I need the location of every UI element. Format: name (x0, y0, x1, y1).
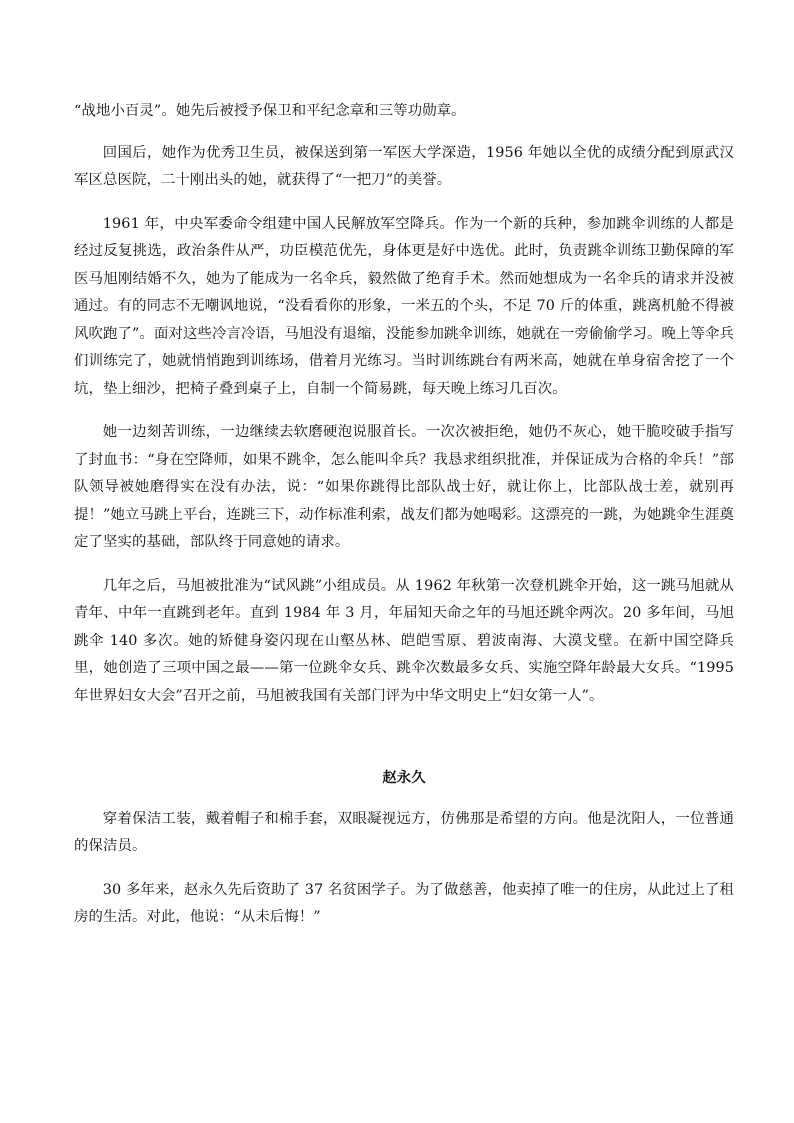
paragraph-charity: 30 多年来，赵永久先后资助了 37 名贫困学子。为了做慈善，他卖掉了唯一的住房，从此过上了租房的生活。对此，他说：“从未后悔！” (74, 881, 734, 925)
paragraph-return-home: 回国后，她作为优秀卫生员，被保送到第一军医大学深造，1956 年她以全优的成绩分配到原武汉军区总医院，二十刚出头的她，就获得了“一把刀”的美誉。 (74, 144, 734, 188)
paragraph-wind-test-jumps: 几年之后，马旭被批准为“试风跳”小组成员。从 1962 年秋第一次登机跳伞开始，这一跳马旭就从青年、中年一直跳到老年。直到 1984 年 3 月，年届知天命之年的马旭还跳伞两次。20 多年间，马旭跳伞 140 多次。她的矫健身姿闪现在山壑丛林、皑皑雪原、碧波南海、大漠戈壁。在新中国空降兵里，她创造了三项中国之最——第一位跳伞女兵、跳伞次数最多女兵、实施空降年龄最大女兵。“1995 年世界妇女大会”召开之前，马旭被我国有关部门评为中华文明史上“妇女第一人”。 (74, 577, 734, 704)
paragraph-cleaner-intro: 穿着保洁工装，戴着帽子和棉手套，双眼凝视远方，仿佛那是希望的方向。他是沈阳人，一位普通的保洁员。 (74, 810, 734, 854)
section-title: 赵永久 (382, 769, 426, 786)
paragraph-continuation: “战地小百灵”。她先后被授予保卫和平纪念章和三等功勋章。 (74, 103, 466, 119)
document-body (74, 98, 734, 948)
paragraph-blood-letter: 她一边刻苦训练，一边继续去软磨硬泡说服首长。一次次被拒绝，她仍不灰心，她干脆咬破手指写了封血书：“身在空降师，如果不跳伞，怎么能叫伞兵？我恳求组织批准，并保证成为合格的伞兵！”部队领导被她磨得实在没有办法，说：“如果你跳得比部队战士好，就让你上，比部队战士差，就别再提！”她立马跳上平台，连跳三下，动作标准利索，战友们都为她喝彩。这漂亮的一跳，为她跳伞生涯奠定了坚实的基础，部队终于同意她的请求。 (74, 424, 734, 550)
paragraph-1961-airborne: 1961 年，中央军委命令组建中国人民解放军空降兵。作为一个新的兵种，参加跳伞训练的人都是经过反复挑选，政治条件从严，功臣模范优先，身体更是好中选优。此时，负责跳伞训练卫勤保障的军医马旭刚结婚不久，她为了能成为一名伞兵，毅然做了绝育手术。然而她想成为一名伞兵的请求并没被通过。有的同志不无嘲讽地说，“没看看你的形象，一米五的个头，不足 70 斤的体重，跳离机舱不得被风吹跑了”。面对这些冷言冷语，马旭没有退缩，没能参加跳伞训练，她就在一旁偷偷学习。晚上等伞兵们训练完了，她就悄悄跑到训练场，借着月光练习。当时训练跳台有两米高，她就在单身宿舍挖了一个坑，垫上细沙，把椅子叠到桌子上，自制一个简易跳，每天晚上练习几百次。 (74, 215, 734, 397)
